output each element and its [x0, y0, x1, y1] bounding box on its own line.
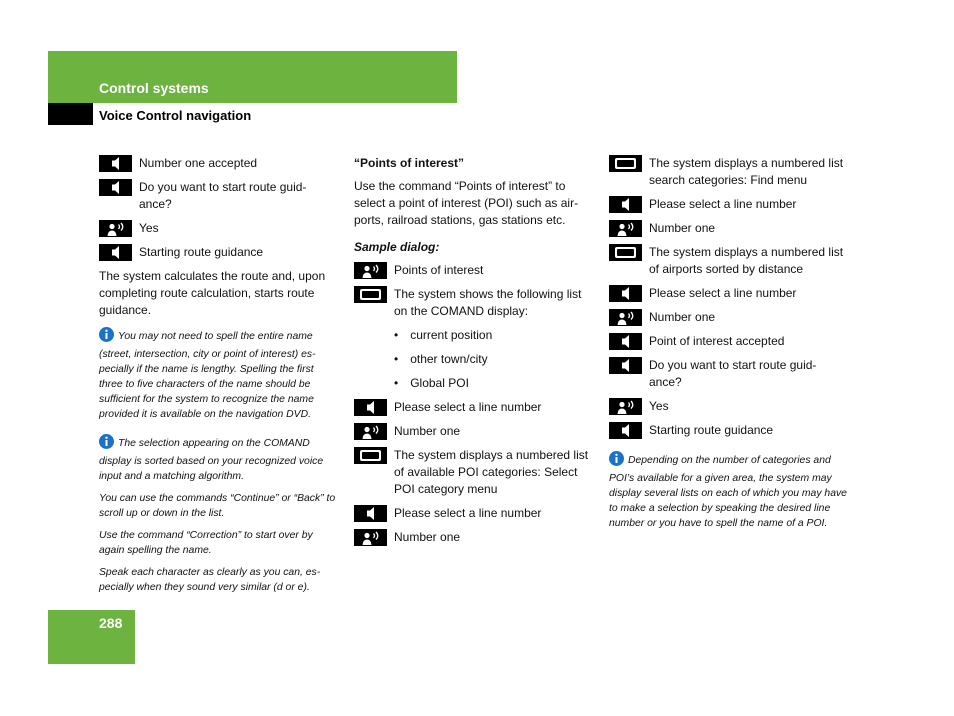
dialog-row: [99, 244, 339, 261]
dialog-text: Yes: [649, 399, 669, 413]
dialog-rows: [354, 399, 594, 546]
user-speaking-icon: [99, 220, 132, 237]
dialog-row: [609, 285, 849, 302]
user-speaking-icon: [609, 309, 642, 326]
speaker-icon: [609, 196, 642, 213]
dialog-text: Do you want to start route guid-ance?: [139, 180, 307, 211]
dialog-row: [609, 422, 849, 439]
dialog-text: Yes: [139, 221, 159, 235]
info-note: [99, 327, 339, 422]
dialog-row: [99, 179, 339, 213]
dialog-text: The system displays a numbered list of airports sorted by distance: [649, 245, 844, 276]
note-text: Use the command “Correction” to start over by again spelling the name.: [99, 530, 313, 556]
column-1: [99, 155, 339, 602]
dialog-text: Number one accepted: [139, 156, 258, 170]
user-speaking-icon: [354, 262, 387, 279]
dialog-text: Point of interest accepted: [649, 334, 785, 348]
info-note: [99, 434, 339, 484]
dialog-text: Starting route guidance: [139, 245, 264, 259]
column-3: [609, 155, 849, 538]
dialog-rows: [99, 155, 339, 261]
dialog-text: The system displays a numbered list search categories: Find menu: [649, 156, 844, 187]
info-icon: [609, 451, 624, 471]
dialog-row: [609, 309, 849, 326]
dialog-text: Please select a line number: [394, 506, 542, 520]
dialog-text: Starting route guidance: [649, 423, 774, 437]
dialog-row: [99, 220, 339, 237]
user-speaking-icon: [609, 220, 642, 237]
info-icon: [99, 434, 114, 454]
section-title: Control systems: [99, 80, 209, 96]
dialog-text: Please select a line number: [649, 286, 797, 300]
dialog-row: [609, 220, 849, 237]
sample-dialog-label: Sample dialog:: [354, 240, 440, 254]
speaker-icon: [609, 422, 642, 439]
dialog-text: Do you want to start route guid-ance?: [649, 358, 817, 389]
dialog-row: [609, 155, 849, 189]
info-icon: [99, 327, 114, 347]
page-number: 288: [99, 615, 123, 631]
dialog-row: [354, 529, 594, 546]
speaker-icon: [354, 399, 387, 416]
speaker-icon: [609, 285, 642, 302]
speaker-icon: [99, 244, 132, 261]
dialog-row: [354, 505, 594, 522]
list-item: • current position: [394, 327, 594, 344]
bullet-list: [394, 327, 594, 392]
dialog-row: [354, 262, 594, 279]
note-text: You may not need to spell the entire name (street, intersection, city or point of interest) es-pecially if the name is lengthy. Spelling the first three to five characters of the name should be sufficient for the system to recognize the name provided it is available on the navigation DVD.: [99, 331, 316, 420]
info-note: [609, 451, 849, 531]
display-icon: [609, 244, 642, 261]
display-icon: [609, 155, 642, 172]
dialog-rows: [609, 155, 849, 439]
dialog-text: Number one: [394, 530, 461, 544]
dialog-text: The system displays a numbered list of available POI categories: Select POI category menu: [394, 448, 589, 496]
speaker-icon: [354, 505, 387, 522]
dialog-row: [609, 333, 849, 350]
user-speaking-icon: [354, 423, 387, 440]
dialog-text: Number one: [649, 221, 716, 235]
speaker-icon: [609, 357, 642, 374]
user-speaking-icon: [354, 529, 387, 546]
speaker-icon: [99, 179, 132, 196]
dialog-row: [354, 447, 594, 498]
list-item: • other town/city: [394, 351, 594, 368]
dialog-text: Points of interest: [394, 263, 484, 277]
dialog-row: [354, 423, 594, 440]
dialog-row: [609, 357, 849, 391]
speaker-icon: [609, 333, 642, 350]
note-text: Speak each character as clearly as you can, es-pecially when they sound very similar (d or e).: [99, 567, 321, 593]
dialog-row: [609, 196, 849, 213]
dialog-text: Number one: [394, 424, 461, 438]
column-2: [354, 155, 594, 553]
note-text: The selection appearing on the COMAND display is sorted based on your recognized voice input and a matching algorithm.: [99, 438, 324, 482]
dialog-row: [354, 286, 594, 320]
list-item: • Global POI: [394, 375, 594, 392]
dialog-text: Please select a line number: [649, 197, 797, 211]
dialog-text: Number one: [649, 310, 716, 324]
display-icon: [354, 286, 387, 303]
paragraph: The system calculates the route and, upon completing route calculation, starts route guidance.: [99, 269, 326, 317]
dialog-row: [609, 398, 849, 415]
section-heading: “Points of interest”: [354, 156, 465, 170]
note-text: Depending on the number of categories and POI’s available for a given area, the system may display several lists on each of which you may have to make a selection by speaking the desired line number or you have to spell the name of a POI.: [609, 455, 847, 529]
dialog-row: [609, 244, 849, 278]
speaker-icon: [99, 155, 132, 172]
user-speaking-icon: [609, 398, 642, 415]
note-text: You can use the commands “Continue” or “Back” to scroll up or down in the list.: [99, 493, 336, 519]
display-icon: [354, 447, 387, 464]
paragraph: Use the command “Points of interest” to select a point of interest (POI) such as air-ports, railroad stations, gas stations etc.: [354, 179, 579, 227]
subsection-title: Voice Control navigation: [99, 108, 252, 123]
dialog-rows: [354, 262, 594, 320]
dialog-row: [354, 399, 594, 416]
dialog-row: [99, 155, 339, 172]
header-black-tab: [48, 103, 93, 125]
dialog-text: The system shows the following list on the COMAND display:: [394, 287, 582, 318]
dialog-text: Please select a line number: [394, 400, 542, 414]
